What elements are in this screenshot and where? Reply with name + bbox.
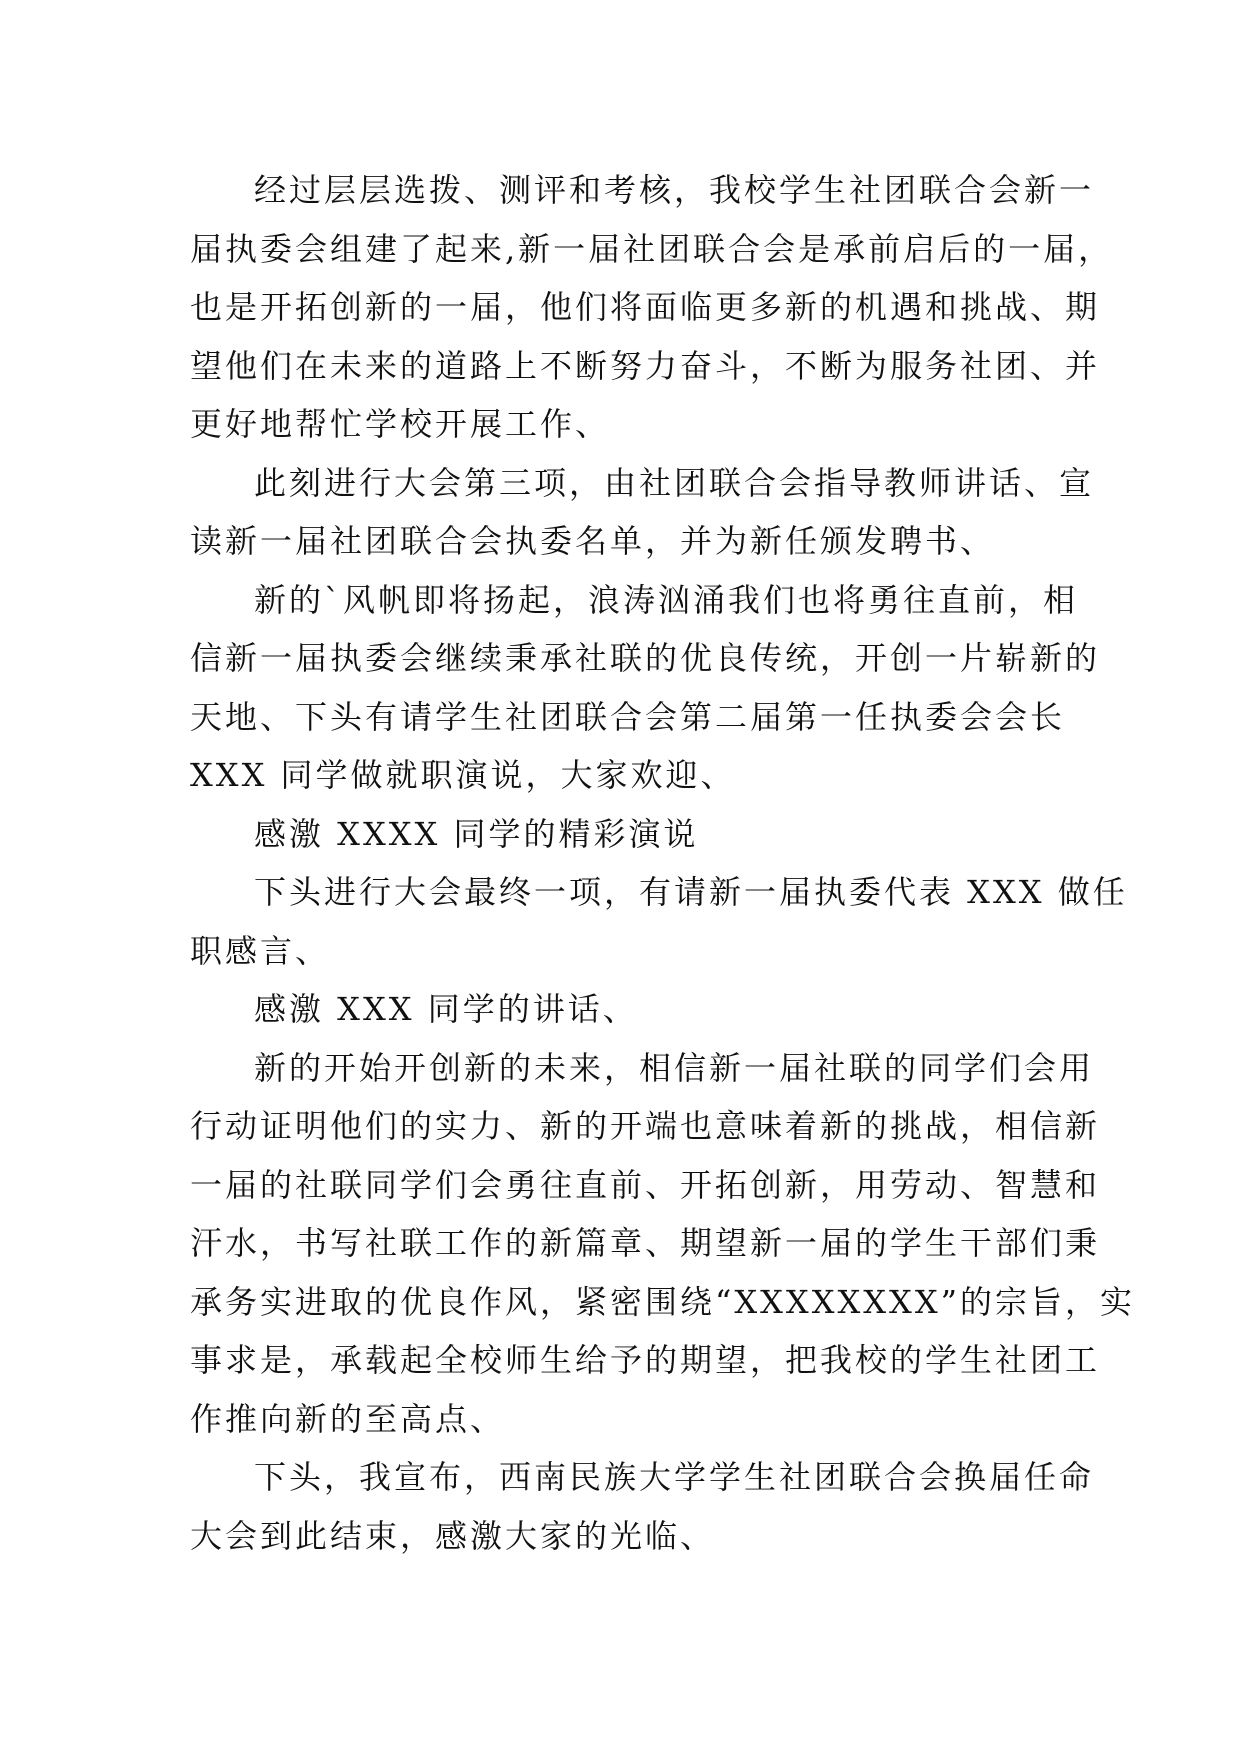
text-line: 一届的社联同学们会勇往直前、开拓创新，用劳动、智慧和 — [190, 1165, 1101, 1204]
document-body — [190, 161, 1135, 1565]
text-line: 行动证明他们的实力、新的开端也意味着新的挑战，相信新 — [190, 1107, 1101, 1145]
text-line: 新的`风帆即将扬起，浪涛汹涌我们也将勇往直前，相 — [254, 580, 1079, 619]
text-line: 感激 XXX 同学的讲话、 — [254, 990, 638, 1028]
paragraph-3 — [190, 571, 1101, 805]
text-line: 下头，我宣布，西南民族大学学生社团联合会换届任命 — [254, 1458, 1095, 1496]
text-line: 承务实进取的优良作风，紧密围绕“XXXXXXXX”的宗旨，实 — [190, 1282, 1135, 1321]
text-line: 望他们在未来的道路上不断努力奋斗，不断为服务社团、并 — [190, 346, 1101, 385]
text-line: 下头进行大会最终一项，有请新一届执委代表 XXX 做任 — [254, 873, 1128, 911]
text-line: XXX 同学做就职演说，大家欢迎、 — [190, 756, 736, 794]
text-line: 新的开始开创新的未来，相信新一届社联的同学们会用 — [254, 1048, 1095, 1087]
paragraph-5 — [190, 863, 1128, 980]
text-line: 职感言、 — [190, 931, 331, 970]
text-line: 此刻进行大会第三项，由社团联合会指导教师讲话、宣 — [254, 463, 1095, 502]
text-line: 届执委会组建了起来,新一届社团联合会是承前启后的一届， — [190, 229, 1114, 268]
text-line: 经过层层选拨、测评和考核，我校学生社团联合会新一 — [254, 171, 1095, 209]
text-line: 大会到此结束，感激大家的光临、 — [190, 1516, 716, 1555]
text-line: 感激 XXXX 同学的精彩演说 — [254, 814, 699, 853]
paragraph-6 — [190, 980, 1090, 1039]
text-line: 也是开拓创新的一届，他们将面临更多新的机遇和挑战、期 — [190, 288, 1101, 326]
paragraph-2 — [190, 454, 1095, 571]
text-line: 读新一届社团联合会执委名单，并为新任颁发聘书、 — [190, 522, 996, 560]
paragraph-4 — [190, 805, 1090, 864]
text-line: 更好地帮忙学校开展工作、 — [190, 405, 611, 443]
text-line: 信新一届执委会继续秉承社联的优良传统，开创一片崭新的 — [190, 639, 1101, 677]
paragraph-8 — [190, 1448, 1095, 1565]
text-line: 天地、下头有请学生社团联合会第二届第一任执委会会长 — [190, 697, 1066, 736]
text-line: 作推向新的至高点、 — [190, 1399, 506, 1438]
paragraph-1 — [190, 161, 1114, 454]
paragraph-7 — [190, 1039, 1135, 1449]
text-line: 汗水，书写社联工作的新篇章、期望新一届的学生干部们秉 — [190, 1224, 1101, 1262]
text-line: 事求是，承载起全校师生给予的期望，把我校的学生社团工 — [190, 1341, 1101, 1379]
